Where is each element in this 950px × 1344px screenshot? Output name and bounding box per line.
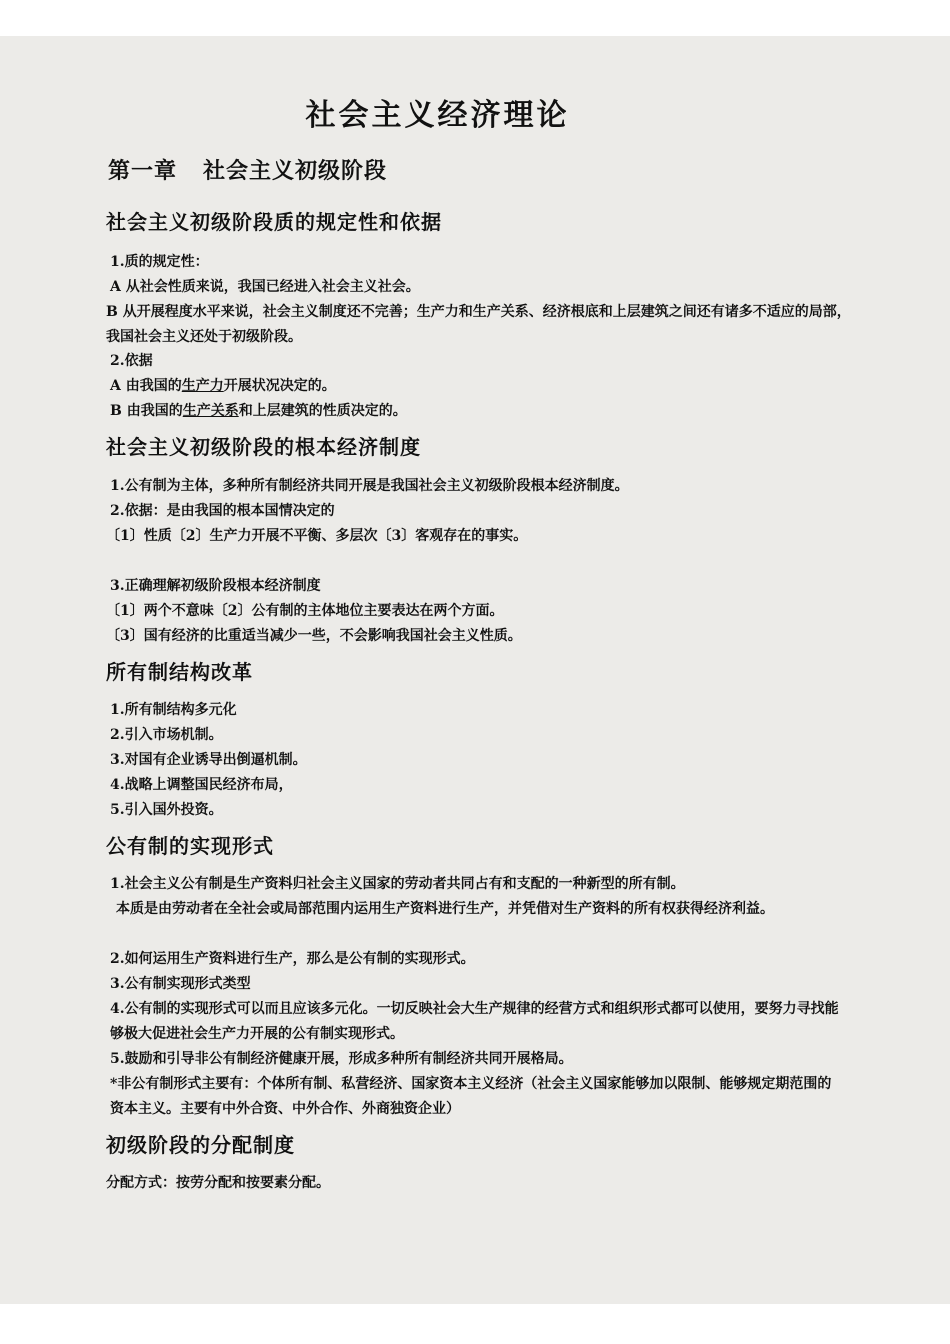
paragraph: B 从开展程度水平来说，社会主义制度还不完善；生产力和生产关系、经济根底和上层建筑之间还有诸多不适应的局部，我国社会主义还处于初级阶段。 (106, 304, 851, 345)
section-heading: 社会主义初级阶段的根本经济制度 (106, 435, 421, 459)
text: 开展状况决定的。 (223, 378, 336, 394)
chapter-number: 第一章 (108, 158, 178, 184)
document-page (0, 36, 950, 1304)
list-item: 1.所有制结构多元化 (110, 702, 237, 718)
paragraph: 2.如何运用生产资料进行生产，那么是公有制的实现形式。 (110, 951, 475, 967)
paragraph: 3.公有制实现形式类型 (110, 976, 251, 992)
text: A 由我国的 (110, 378, 182, 394)
paragraph: A 从社会性质来说，我国已经进入社会主义社会。 (110, 279, 420, 295)
paragraph: 1.公有制为主体，多种所有制经济共同开展是我国社会主义初级阶段根本经济制度。 (110, 478, 629, 494)
paragraph: 5.鼓励和引导非公有制经济健康开展，形成多种所有制经济共同开展格局。 (110, 1051, 573, 1067)
paragraph: 分配方式：按劳分配和按要素分配。 (106, 1175, 330, 1191)
chapter-heading (108, 154, 387, 185)
paragraph: 1.社会主义公有制是生产资料归社会主义国家的劳动者共同占有和支配的一种新型的所有制。 (110, 876, 685, 892)
paragraph: 1.质的规定性： (110, 254, 209, 270)
list-item: 3.对国有企业诱导出倒逼机制。 (110, 752, 307, 768)
list-item: 4.战略上调整国民经济布局， (110, 777, 293, 793)
paragraph (110, 399, 855, 424)
section-heading: 公有制的实现形式 (106, 834, 274, 858)
paragraph: 本质是由劳动者在全社会或局部范围内运用生产资料进行生产，并凭借对生产资料的所有权获得经济利益。 (116, 901, 774, 917)
section-heading: 社会主义初级阶段质的规定性和依据 (106, 210, 442, 234)
section-heading: 初级阶段的分配制度 (106, 1133, 295, 1157)
paragraph: 〔3〕国有经济的比重适当减少一些，不会影响我国社会主义性质。 (106, 628, 522, 644)
chapter-name: 社会主义初级阶段 (203, 158, 388, 184)
list-item: 2.引入市场机制。 (110, 727, 223, 743)
paragraph: 3.正确理解初级阶段根本经济制度 (110, 578, 321, 594)
paragraph: *非公有制形式主要有：个体所有制、私营经济、国家资本主义经济（社会主义国家能够加以限制、能够规定期范围的资本主义。主要有中外合资、中外合作、外商独资企业） (110, 1076, 832, 1117)
paragraph: 〔1〕性质〔2〕生产力开展不平衡、多层次〔3〕客观存在的事实。 (106, 528, 528, 544)
list-item: 5.引入国外投资。 (110, 802, 223, 818)
section-heading: 所有制结构改革 (106, 660, 253, 684)
document-title: 社会主义经济理论 (305, 98, 570, 133)
paragraph: 4.公有制的实现形式可以而且应该多元化。一切反映社会大生产规律的经营方式和组织形式都可以使用，要努力寻找能够极大促进社会生产力开展的公有制实现形式。 (110, 1001, 839, 1042)
text: B 由我国的 (110, 403, 183, 419)
text: 和上层建筑的性质决定的。 (238, 403, 407, 419)
paragraph: 〔1〕两个不意味〔2〕公有制的主体地位主要表达在两个方面。 (106, 603, 504, 619)
underlined-term: 生产力 (181, 378, 224, 394)
underlined-term: 生产关系 (182, 403, 239, 419)
paragraph: 2.依据 (110, 353, 153, 369)
paragraph (110, 374, 855, 399)
paragraph: 2.依据：是由我国的根本国情决定的 (110, 503, 335, 519)
